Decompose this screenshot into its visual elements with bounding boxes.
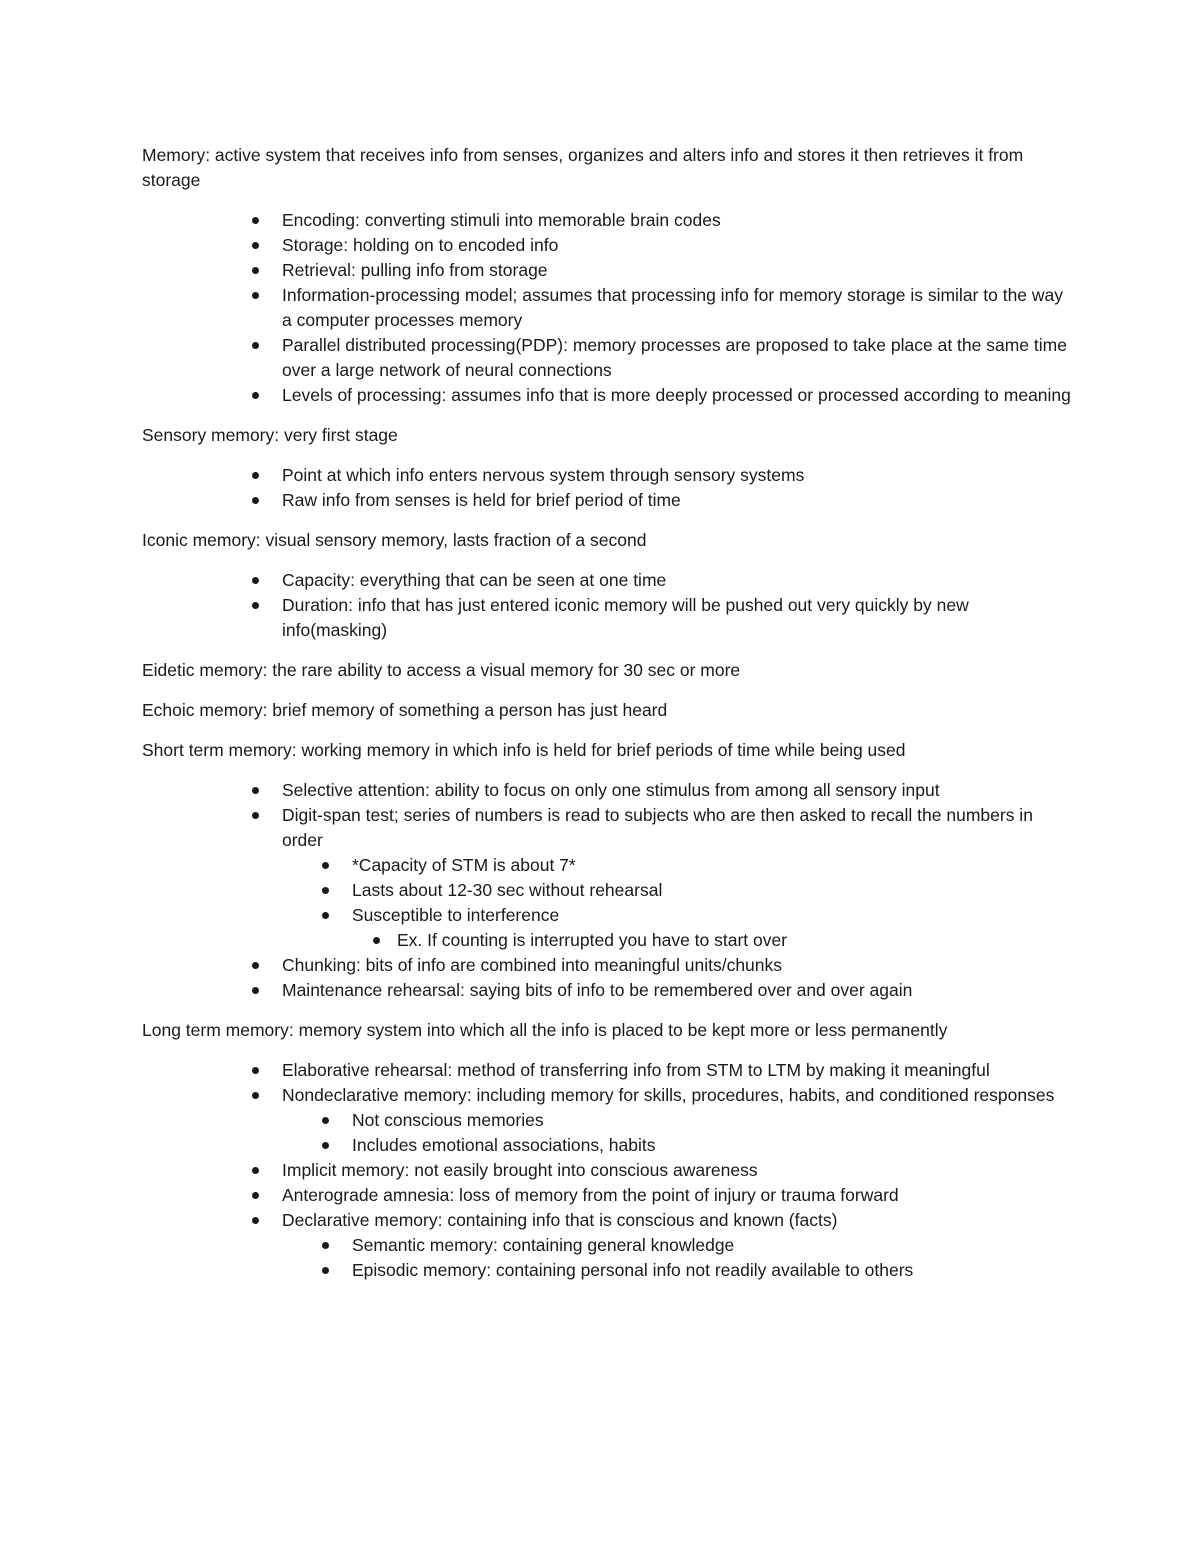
list-item (352, 903, 1072, 953)
bullet-dot-icon (252, 217, 259, 224)
list-item-text: Encoding: converting stimuli into memorable brain codes (282, 210, 721, 230)
bullet-dot-icon (252, 987, 259, 994)
section-heading: Memory: active system that receives info from senses, organizes and alters info and stores it then retrieves it from storage (142, 145, 1024, 190)
list-item (282, 1158, 1072, 1183)
section-heading: Long term memory: memory system into which all the info is placed to be kept more or less permanently (142, 1020, 948, 1040)
list-item (282, 1183, 1072, 1208)
bullet-dot-icon (252, 292, 259, 299)
list-item-text: *Capacity of STM is about 7* (352, 855, 576, 875)
list-item-text: Implicit memory: not easily brought into conscious awareness (282, 1160, 758, 1180)
bullet-dot-icon (322, 1267, 329, 1274)
list-item (352, 878, 1072, 903)
list-item-text: Duration: info that has just entered iconic memory will be pushed out very quickly by new info(masking) (282, 595, 969, 640)
list-item-text: Selective attention: ability to focus on only one stimulus from among all sensory input (282, 780, 940, 800)
list-item (282, 283, 1072, 333)
list-item-text: Susceptible to interference (352, 905, 560, 925)
list-item (282, 978, 1072, 1003)
bullet-dot-icon (322, 912, 329, 919)
list-item-text: Capacity: everything that can be seen at one time (282, 570, 667, 590)
bullet-list (142, 463, 1072, 513)
bullet-list (282, 1233, 1072, 1283)
list-item (282, 463, 1072, 488)
bullet-dot-icon (252, 787, 259, 794)
list-item-text: Nondeclarative memory: including memory for skills, procedures, habits, and conditioned responses (282, 1085, 1055, 1105)
section-heading: Echoic memory: brief memory of something a person has just heard (142, 700, 668, 720)
bullet-dot-icon (252, 392, 259, 399)
bullet-dot-icon (252, 342, 259, 349)
bullet-dot-icon (252, 962, 259, 969)
list-item (282, 488, 1072, 513)
list-item-text: Parallel distributed processing(PDP): memory processes are proposed to take place at the same time over a large network of neural connections (282, 335, 1067, 380)
list-item (282, 333, 1072, 383)
bullet-dot-icon (252, 1217, 259, 1224)
list-item-text: Ex. If counting is interrupted you have to start over (397, 930, 788, 950)
list-item (282, 1208, 1072, 1283)
list-item (282, 778, 1072, 803)
list-item (282, 383, 1072, 408)
bullet-dot-icon (322, 862, 329, 869)
list-item-text: Elaborative rehearsal: method of transferring info from STM to LTM by making it meaningful (282, 1060, 990, 1080)
list-item (282, 258, 1072, 283)
list-item (352, 1233, 1072, 1258)
list-item-text: Information-processing model; assumes that processing info for memory storage is similar to the way a computer processes memory (282, 285, 1064, 330)
bullet-dot-icon (322, 887, 329, 894)
document-page (142, 143, 1072, 1298)
bullet-dot-icon (373, 937, 380, 944)
bullet-list (142, 568, 1072, 643)
section-heading: Eidetic memory: the rare ability to access a visual memory for 30 sec or more (142, 660, 741, 680)
bullet-dot-icon (252, 497, 259, 504)
list-item-text: Declarative memory: containing info that is conscious and known (facts) (282, 1210, 838, 1230)
list-item (352, 1133, 1072, 1158)
bullet-dot-icon (322, 1117, 329, 1124)
list-item (352, 1108, 1072, 1133)
list-item-text: Digit-span test; series of numbers is read to subjects who are then asked to recall the numbers in order (282, 805, 1033, 850)
list-item-text: Raw info from senses is held for brief period of time (282, 490, 681, 510)
section-heading: Iconic memory: visual sensory memory, lasts fraction of a second (142, 530, 647, 550)
bullet-dot-icon (252, 602, 259, 609)
list-item-text: Retrieval: pulling info from storage (282, 260, 548, 280)
list-item-text: Maintenance rehearsal: saying bits of info to be remembered over and over again (282, 980, 913, 1000)
list-item-text: Levels of processing: assumes info that is more deeply processed or processed according to meaning (282, 385, 1071, 405)
bullet-dot-icon (252, 242, 259, 249)
list-item (282, 593, 1072, 643)
list-item-text: Includes emotional associations, habits (352, 1135, 656, 1155)
bullet-dot-icon (252, 1067, 259, 1074)
bullet-dot-icon (252, 1167, 259, 1174)
list-item-text: Lasts about 12-30 sec without rehearsal (352, 880, 663, 900)
list-item (282, 1058, 1072, 1083)
list-item (352, 1258, 1072, 1283)
bullet-list (352, 928, 1072, 953)
list-item (282, 953, 1072, 978)
bullet-dot-icon (252, 577, 259, 584)
section-heading: Short term memory: working memory in which info is held for brief periods of time while being used (142, 740, 906, 760)
bullet-list (142, 1058, 1072, 1283)
bullet-dot-icon (252, 267, 259, 274)
list-item-text: Point at which info enters nervous system through sensory systems (282, 465, 805, 485)
list-item (282, 803, 1072, 953)
list-item-text: Semantic memory: containing general knowledge (352, 1235, 735, 1255)
bullet-dot-icon (252, 1092, 259, 1099)
bullet-list (282, 1108, 1072, 1158)
list-item (282, 1083, 1072, 1158)
bullet-dot-icon (252, 472, 259, 479)
list-item-text: Not conscious memories (352, 1110, 544, 1130)
list-item (282, 568, 1072, 593)
list-item-text: Storage: holding on to encoded info (282, 235, 559, 255)
list-item-text: Chunking: bits of info are combined into meaningful units/chunks (282, 955, 783, 975)
bullet-dot-icon (322, 1142, 329, 1149)
list-item-text: Anterograde amnesia: loss of memory from the point of injury or trauma forward (282, 1185, 899, 1205)
bullet-dot-icon (252, 1192, 259, 1199)
list-item-text: Episodic memory: containing personal info not readily available to others (352, 1260, 914, 1280)
section-heading: Sensory memory: very first stage (142, 425, 398, 445)
list-item (282, 233, 1072, 258)
bullet-dot-icon (322, 1242, 329, 1249)
bullet-list (142, 208, 1072, 408)
list-item (352, 853, 1072, 878)
bullet-dot-icon (252, 812, 259, 819)
list-item (397, 928, 1072, 953)
bullet-list (282, 853, 1072, 953)
bullet-list (142, 778, 1072, 1003)
list-item (282, 208, 1072, 233)
